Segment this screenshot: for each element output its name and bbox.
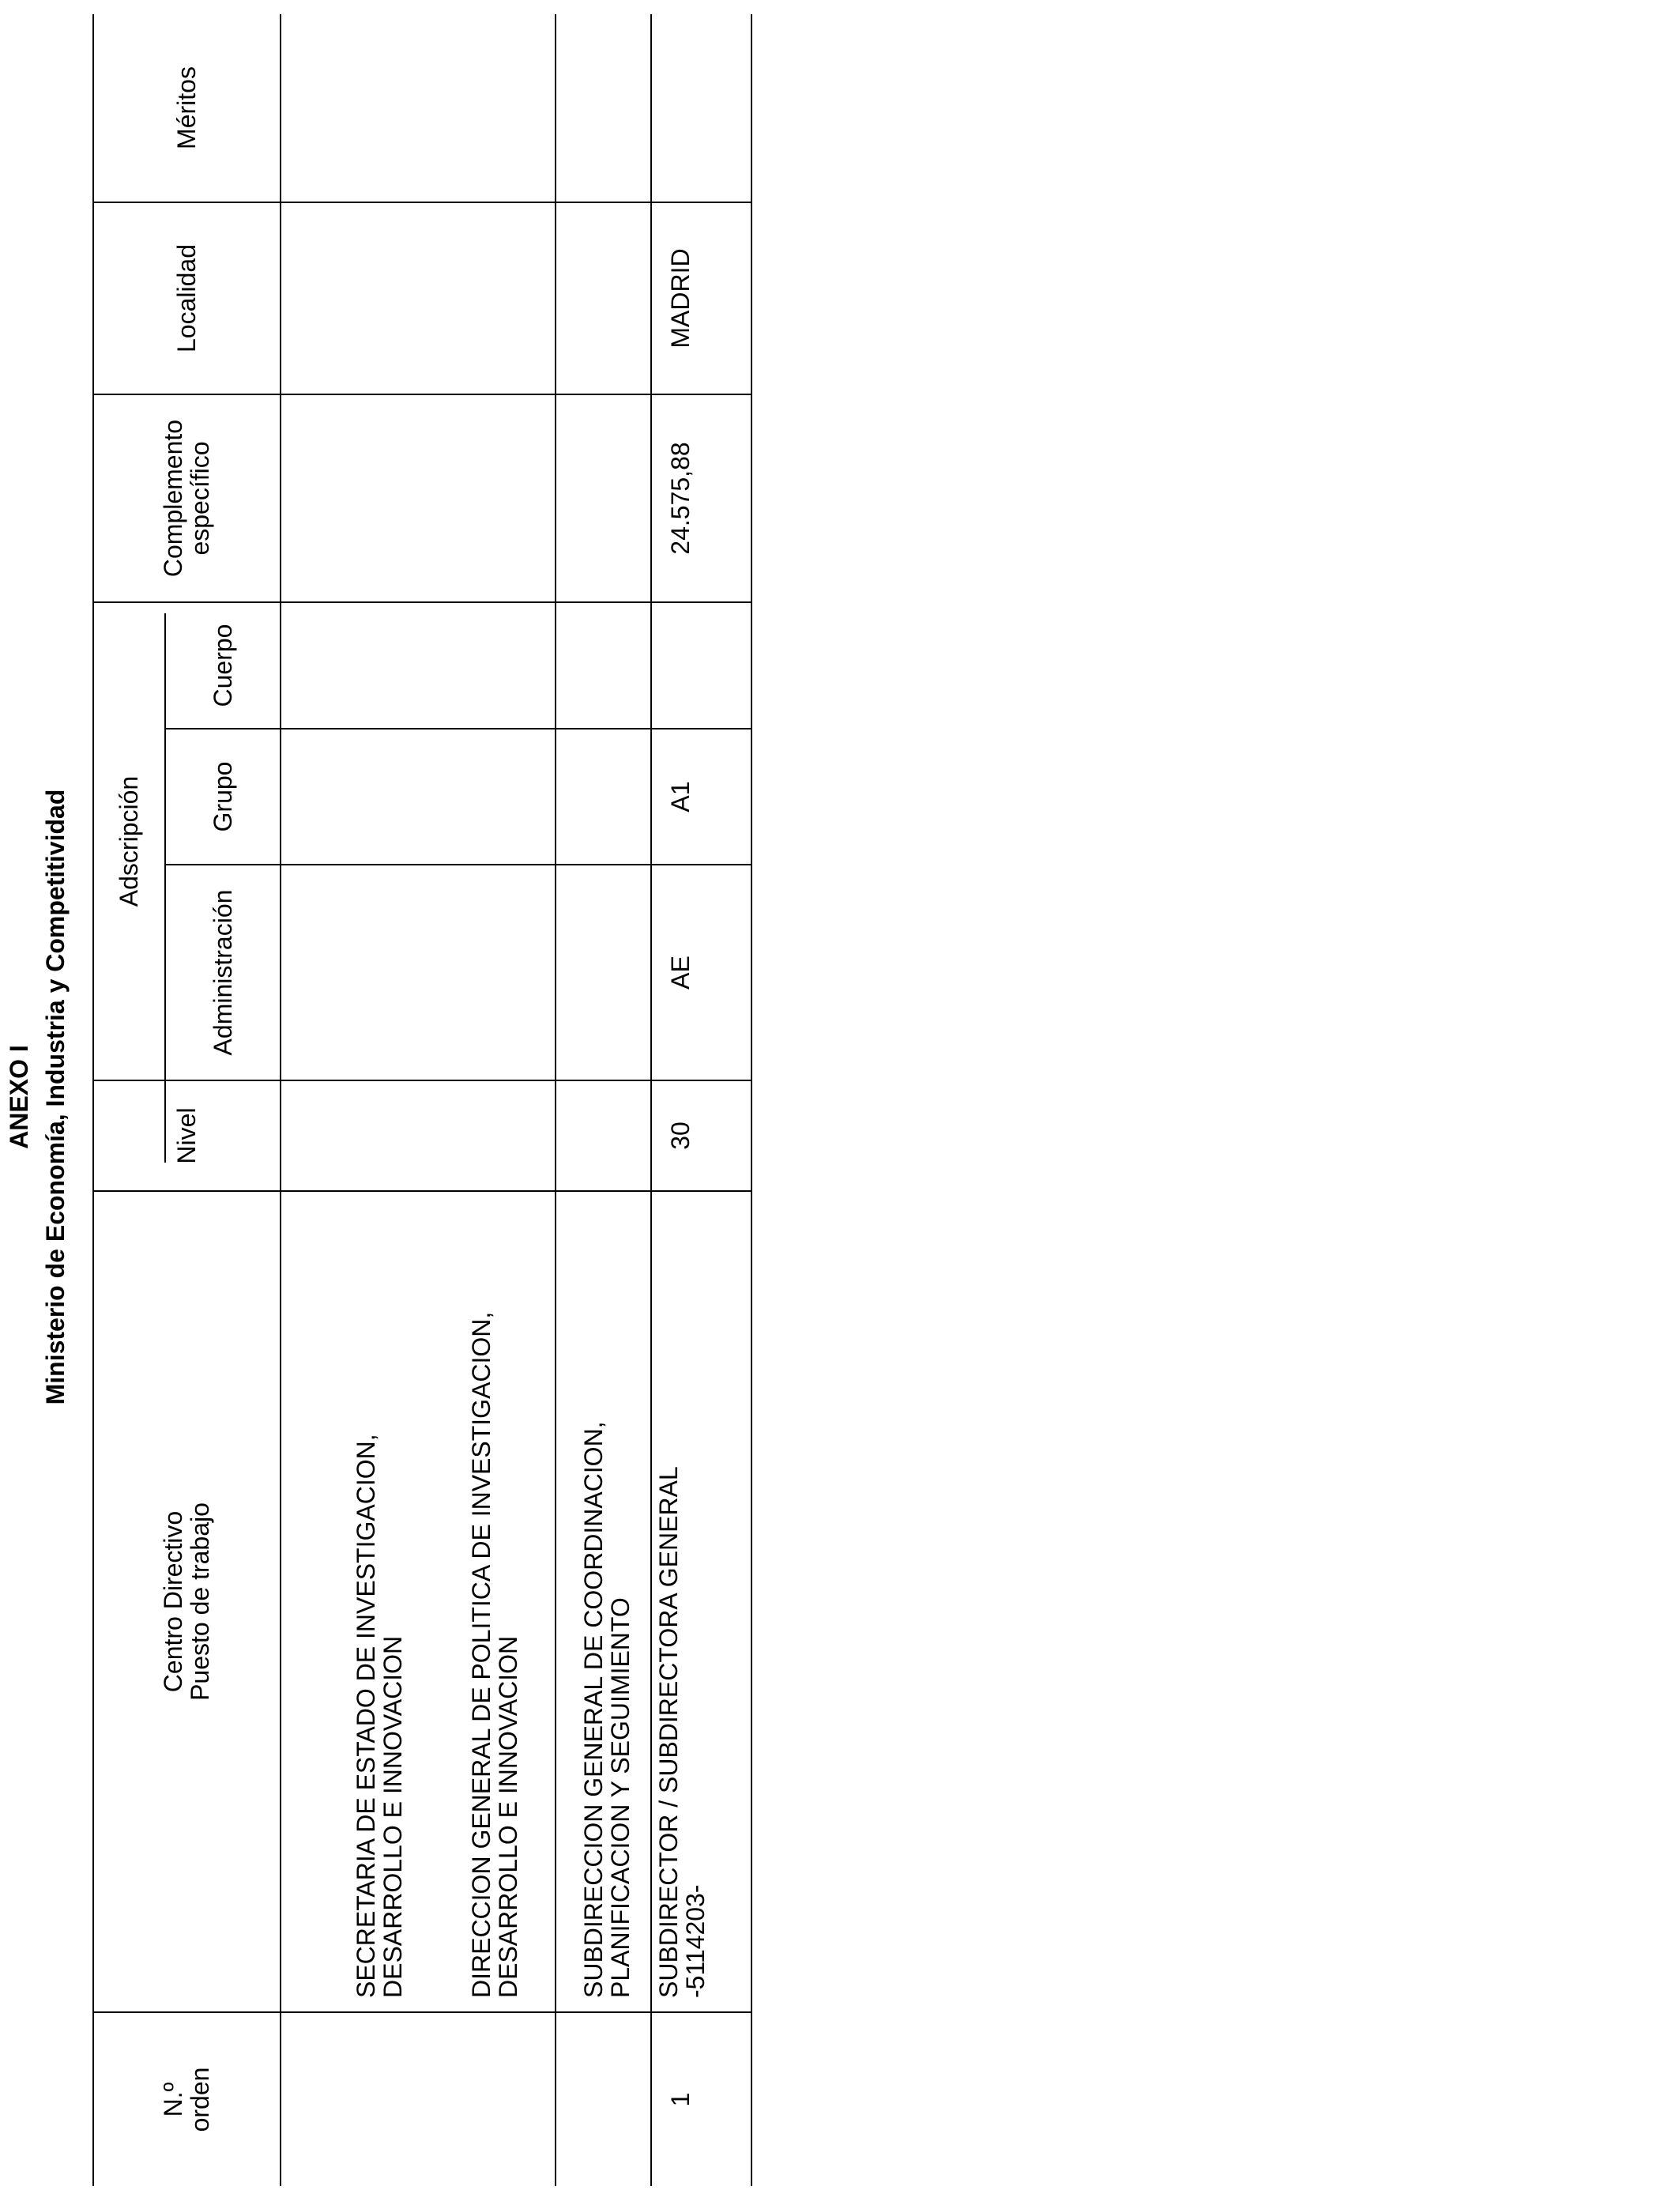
row-1-numero: 1 xyxy=(666,2092,695,2107)
header-meritos: Méritos xyxy=(171,66,201,149)
row-1-cuerpo xyxy=(652,603,709,728)
section-subdireccion: SUBDIRECCION GENERAL DE COORDINACION, PLANIFICACION Y SEGUIMIENTO xyxy=(579,1421,635,1998)
row-1-administracion: AE xyxy=(666,956,695,990)
header-localidad: Localidad xyxy=(171,244,201,352)
header-administracion: Administración xyxy=(209,889,237,1056)
row-1-grupo: A1 xyxy=(666,781,695,812)
row-1-meritos xyxy=(652,14,709,202)
ministry-title: Ministerio de Economía, Industria y Competitividad xyxy=(41,789,70,1405)
header-complemento: Complemento específico xyxy=(158,419,214,578)
document-page xyxy=(0,0,759,2194)
section-direccion-general: DIRECCION GENERAL DE POLITICA DE INVESTIGACION, DESARROLLO E INNOVACION xyxy=(467,1311,522,1998)
table-bottom-rule xyxy=(751,14,752,2186)
header-grupo: Grupo xyxy=(209,761,237,832)
row-1-localidad: MADRID xyxy=(666,248,695,349)
section-bottom-rule xyxy=(555,14,556,2186)
header-adscripcion: Adscripción xyxy=(114,775,143,907)
row-1-nivel: 30 xyxy=(666,1122,695,1150)
header-cuerpo: Cuerpo xyxy=(209,624,237,707)
row-1-puesto: SUBDIRECTOR / SUBDIRECTORA GENERAL -5114203- xyxy=(654,1466,710,1998)
row-1-complemento: 24.575,88 xyxy=(666,442,695,555)
header-bottom-rule xyxy=(280,14,281,2186)
annex-title: ANEXO I xyxy=(5,1045,33,1149)
header-centro-puesto: Centro Directivo Puesto de trabajo xyxy=(158,1502,214,1701)
header-numero-orden: N.º orden xyxy=(158,2067,214,2132)
header-nivel: Nivel xyxy=(171,1107,201,1164)
section-secretaria: SECRETARIA DE ESTADO DE INVESTIGACION, DESARROLLO E INNOVACION xyxy=(352,1434,407,1998)
